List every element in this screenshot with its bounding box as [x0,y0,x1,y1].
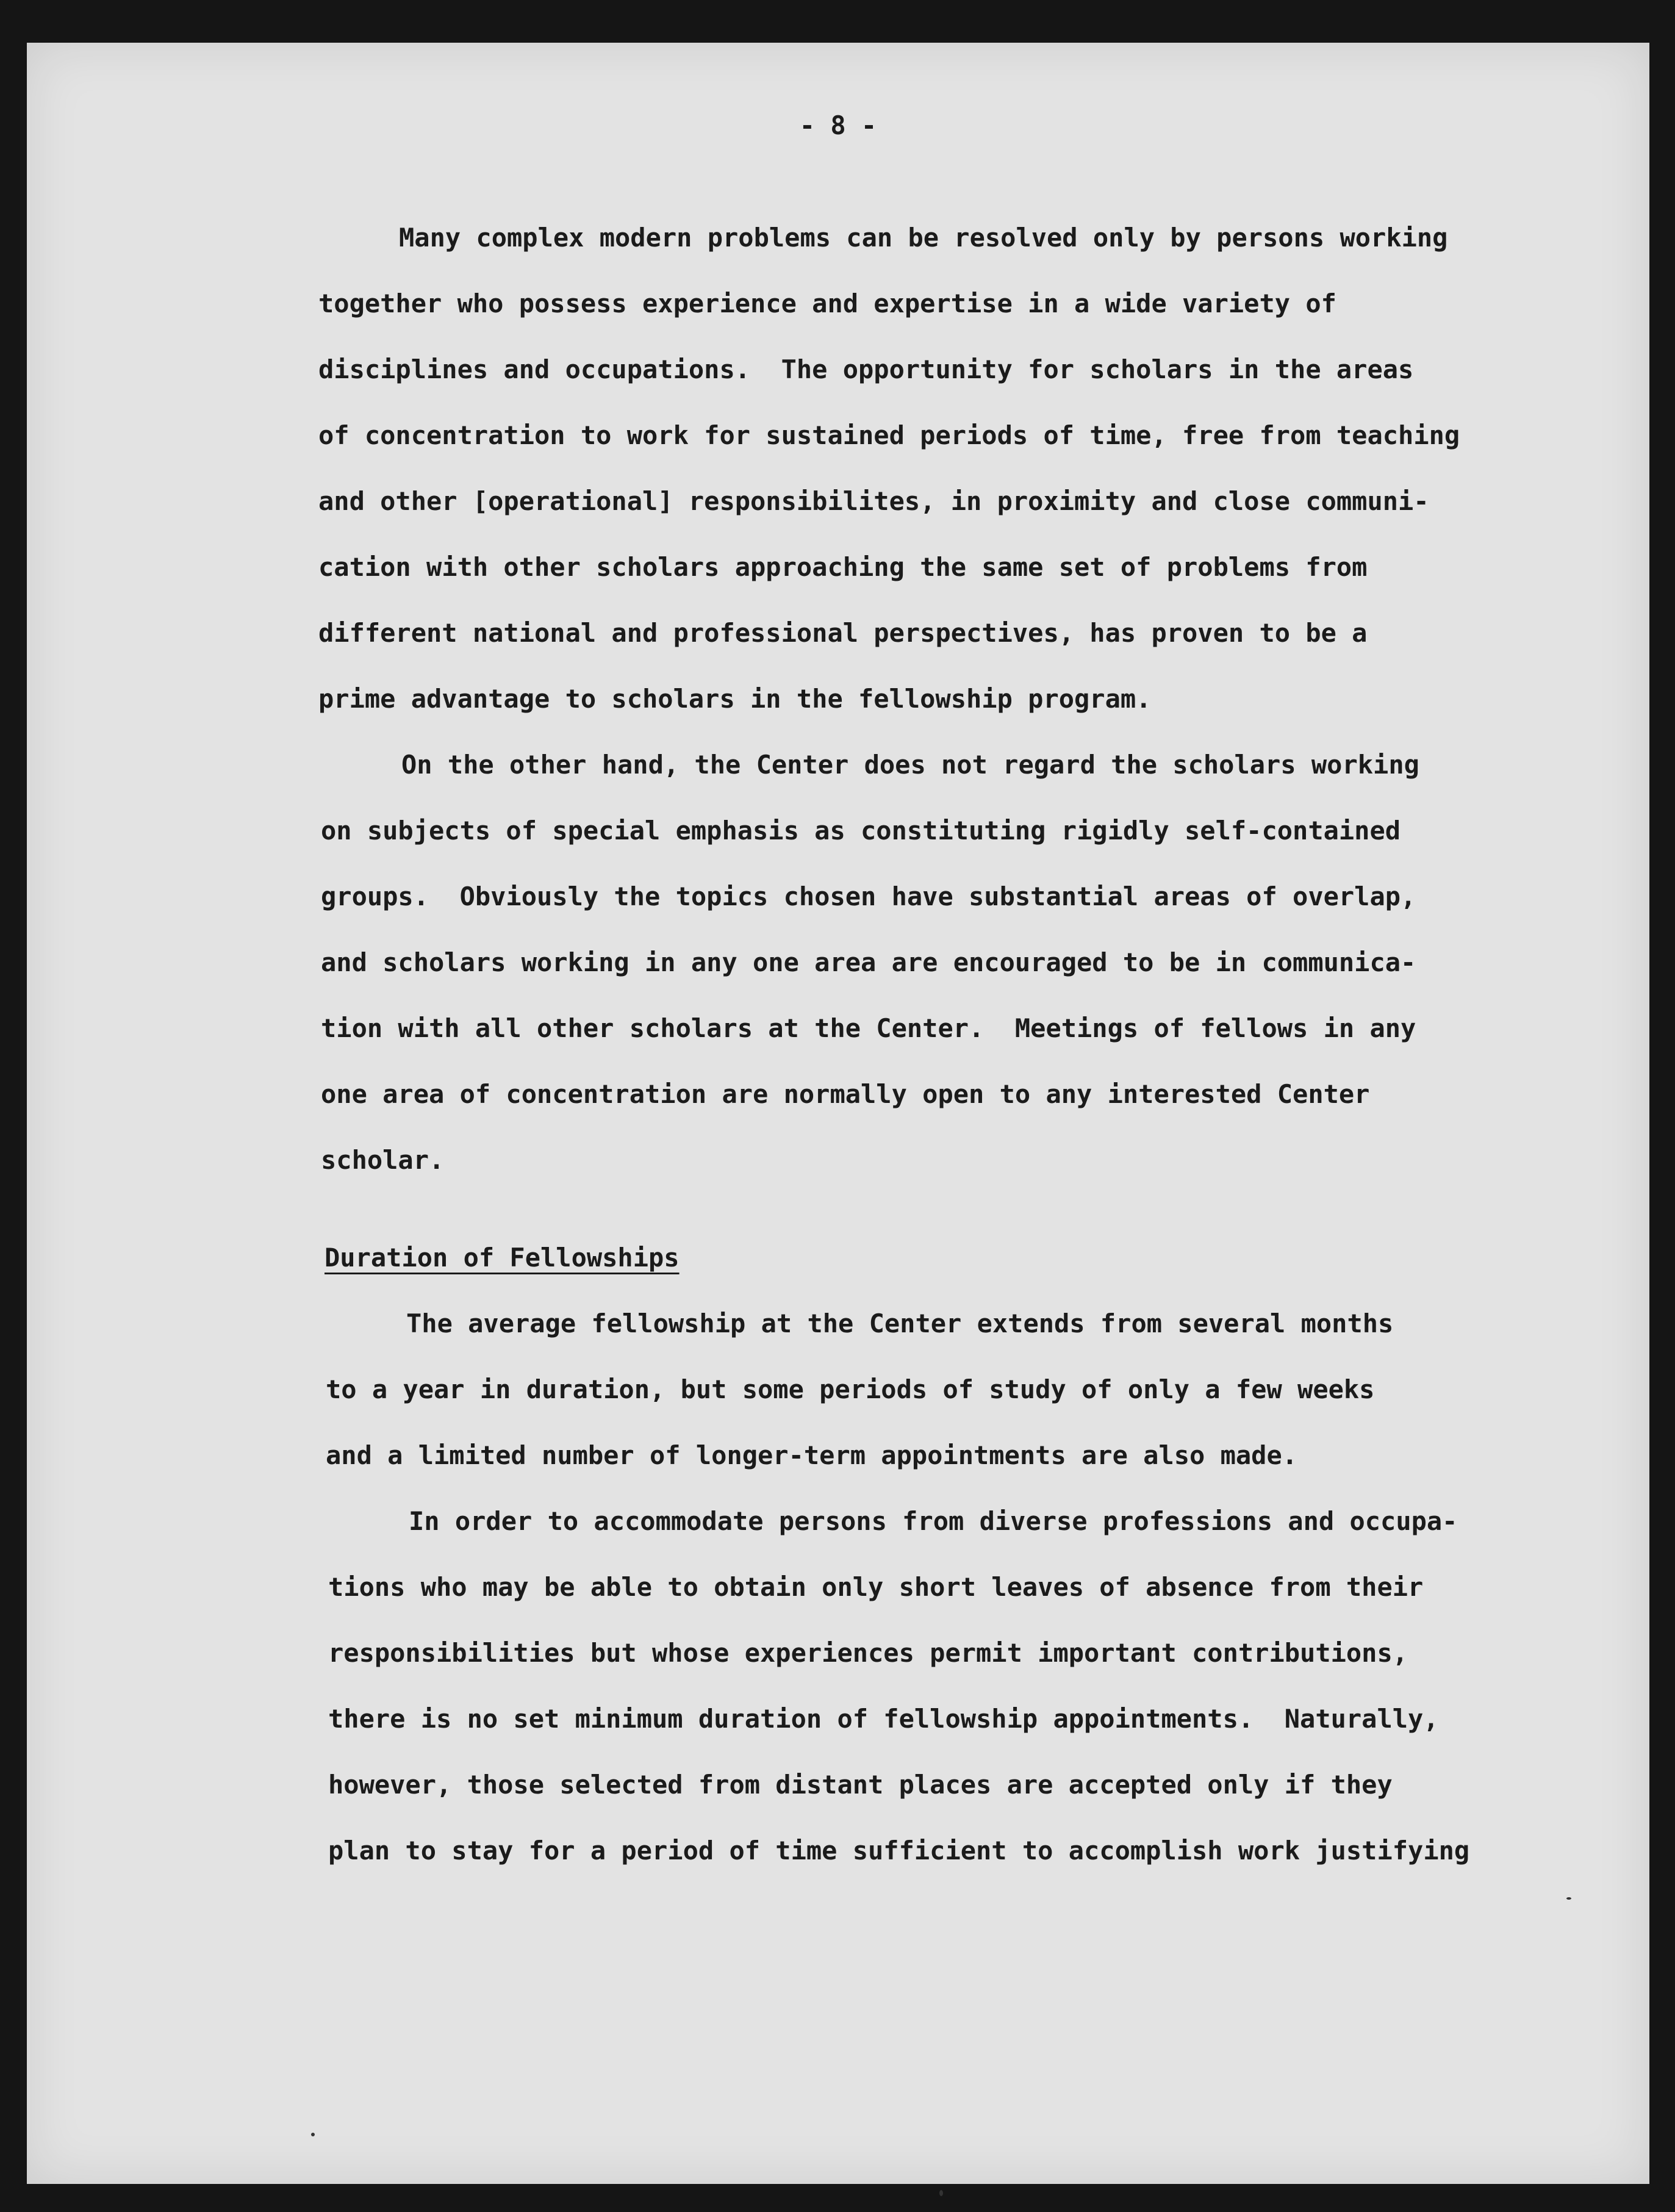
section-heading: Duration of Fellowships [325,1243,680,1273]
paragraph-3-line: to a year in duration, but some periods of study of only a few weeks [326,1374,1375,1404]
scan-speck [939,2190,943,2196]
paragraph-2-line: scholar. [321,1145,445,1175]
paragraph-1-line: prime advantage to scholars in the fellowship program. [318,684,1152,714]
paragraph-2-line: on subjects of special emphasis as constituting rigidly self-contained [321,816,1401,846]
paragraph-1-line: cation with other scholars approaching the same set of problems from [318,552,1368,582]
scan-speck [1566,1897,1571,1900]
scan-speck [311,2133,315,2136]
paragraph-1-line: of concentration to work for sustained periods of time, free from teaching [318,420,1460,450]
paragraph-1-line: different national and professional perspectives, has proven to be a [318,618,1368,648]
paragraph-2-line: and scholars working in any one area are encouraged to be in communica- [321,947,1416,977]
paragraph-4-line: plan to stay for a period of time sufficient to accomplish work justifying [328,1836,1470,1865]
paragraph-2-line: one area of concentration are normally open to any interested Center [321,1079,1370,1109]
paragraph-1-line: disciplines and occupations. The opportunity for scholars in the areas [318,354,1414,384]
paragraph-3-line: and a limited number of longer-term appointments are also made. [326,1440,1298,1470]
paragraph-2-line: groups. Obviously the topics chosen have substantial areas of overlap, [321,882,1416,911]
paragraph-1-line: together who possess experience and expertise in a wide variety of [318,289,1336,318]
paragraph-4-line: responsibilities but whose experiences permit important contributions, [328,1638,1408,1668]
paragraph-1-line: Many complex modern problems can be resolved only by persons working [399,223,1448,253]
paragraph-2-line: tion with all other scholars at the Center. Meetings of fellows in any [321,1013,1416,1043]
paragraph-4-line: there is no set minimum duration of fellowship appointments. Naturally, [328,1704,1439,1734]
paragraph-4-line: however, those selected from distant places are accepted only if they [328,1770,1393,1800]
page-content [27,43,1649,2184]
paragraph-1-line: and other [operational] responsibilites, in proximity and close communi- [318,486,1429,516]
paragraph-4-line: In order to accommodate persons from diverse professions and occupa- [409,1506,1458,1536]
paragraph-4-line: tions who may be able to obtain only short leaves of absence from their [328,1572,1424,1602]
paragraph-2-line: On the other hand, the Center does not regard the scholars working [401,750,1419,780]
document-page [27,43,1649,2184]
page-number: - 8 - [799,110,877,140]
paragraph-3-line: The average fellowship at the Center extends from several months [406,1309,1394,1338]
